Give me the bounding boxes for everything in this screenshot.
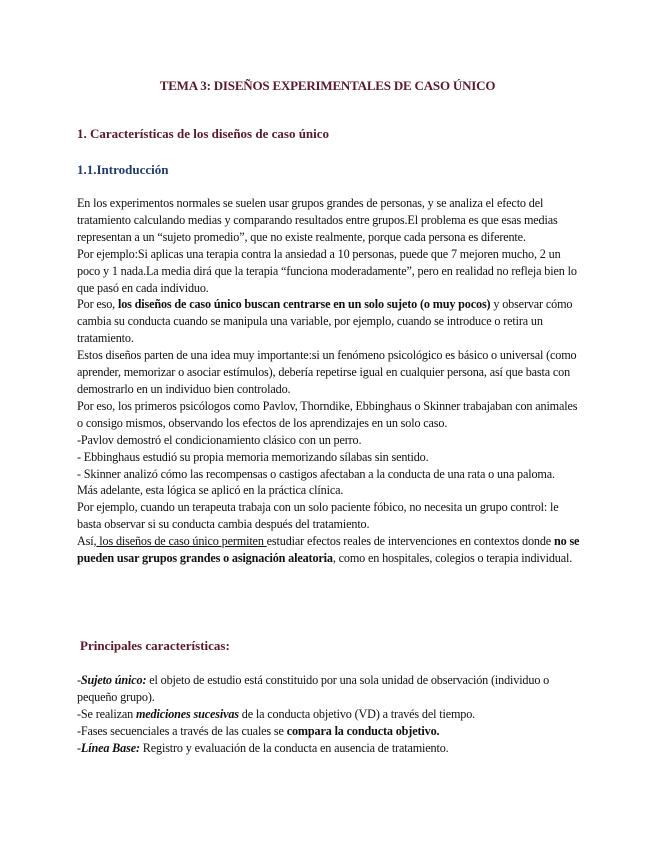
list-item (77, 672, 582, 706)
paragraph: Más adelante, esta lógica se aplicó en la práctica clínica. (77, 483, 344, 498)
list-item (77, 723, 582, 740)
text: - (77, 740, 81, 755)
text: -Fases secuenciales a través de las cuales se (77, 723, 287, 738)
paragraph: - Skinner analizó cómo las recompensas o castigos afectaban a la conducta de una rata o una paloma. (77, 466, 555, 481)
text: el objeto de estudio está constituido por una sola unidad de observación (individuo o pequeño grupo). (77, 673, 550, 704)
bold-text: los diseños de caso único buscan centrarse en un solo sujeto (o muy pocos) (117, 297, 491, 312)
section-heading-1-1: 1.1.Introducción (77, 162, 169, 177)
list-item (77, 706, 582, 723)
list-item (77, 740, 582, 757)
text: estudiar efectos reales de intervenciones en contextos donde (266, 534, 554, 549)
paragraph: Por ejemplo:Si aplicas una terapia contra la ansiedad a 10 personas, puede que 7 mejoren mucho, 2 un poco y 1 nada.La media dirá que la terapia “funciona moderadamente”, pero en realidad no refleja bien lo que pasó en cada individuo. (77, 246, 577, 295)
paragraph (77, 296, 582, 347)
text: de la conducta objetivo (VD) a través del tiempo. (238, 706, 476, 721)
text: y observar cómo cambia su conducta cuando se manipula una variable, por ejemplo, cuando se introduce o retira un tratamiento. (77, 297, 573, 346)
document-title: TEMA 3: DISEÑOS EXPERIMENTALES DE CASO ÚNICO (159, 78, 496, 93)
bold-text: compara la conducta objetivo. (286, 723, 440, 738)
text: -Se realizan (77, 706, 136, 721)
section-heading-1: 1. Características de los diseños de caso único (77, 126, 330, 141)
text: Por eso, (77, 297, 118, 312)
paragraph (77, 533, 582, 567)
paragraph: Por eso, los primeros psicólogos como Pavlov, Thorndike, Ebbinghaus o Skinner trabajaban con animales o consigo mismos, observando los efectos de los aprendizajes en un solo caso. (77, 398, 578, 430)
bold-italic-label: Sujeto único: (80, 673, 147, 687)
introduction-body (77, 195, 582, 567)
bold-text: no se pueden usar grupos grandes o asignación aleatoria (77, 534, 580, 566)
paragraph: -Pavlov demostró el condicionamiento clásico con un perro. (77, 432, 362, 447)
text: Así, (77, 534, 97, 549)
paragraph: Por ejemplo, cuando un terapeuta trabaja con un solo paciente fóbico, no necesita un grupo control: le basta observar si su conducta cambia después del tratamiento. (77, 500, 559, 532)
text: , como en hospitales, colegios o terapia individual. (332, 551, 573, 566)
underlined-text: los diseños de caso único permiten (96, 534, 267, 549)
text: Registro y evaluación de la conducta en ausencia de tratamiento. (139, 740, 449, 755)
text: - (77, 673, 81, 687)
bold-italic-label: Línea Base: (80, 740, 140, 755)
paragraph: En los experimentos normales se suelen usar grupos grandes de personas, y se analiza el efecto del tratamiento calculando medias y comparando resultados entre grupos.El problema es que esas medias representan a un “sujeto promedio”, que no existe realmente, porque cada persona es diferente. (77, 196, 558, 244)
bold-italic-text: mediciones sucesivas (135, 706, 239, 721)
paragraph: - Ebbinghaus estudió su propia memoria memorizando sílabas sin sentido. (77, 449, 429, 464)
characteristics-heading: Principales características: (80, 638, 230, 653)
paragraph: Estos diseños parten de una idea muy importante:si un fenómeno psicológico es básico o universal (como aprender, memorizar o asociar estímulos), debería repetirse igual en cualquier persona, así que basta con demostrarlo en un individuo bien controlado. (77, 348, 577, 396)
characteristics-list (77, 672, 582, 757)
